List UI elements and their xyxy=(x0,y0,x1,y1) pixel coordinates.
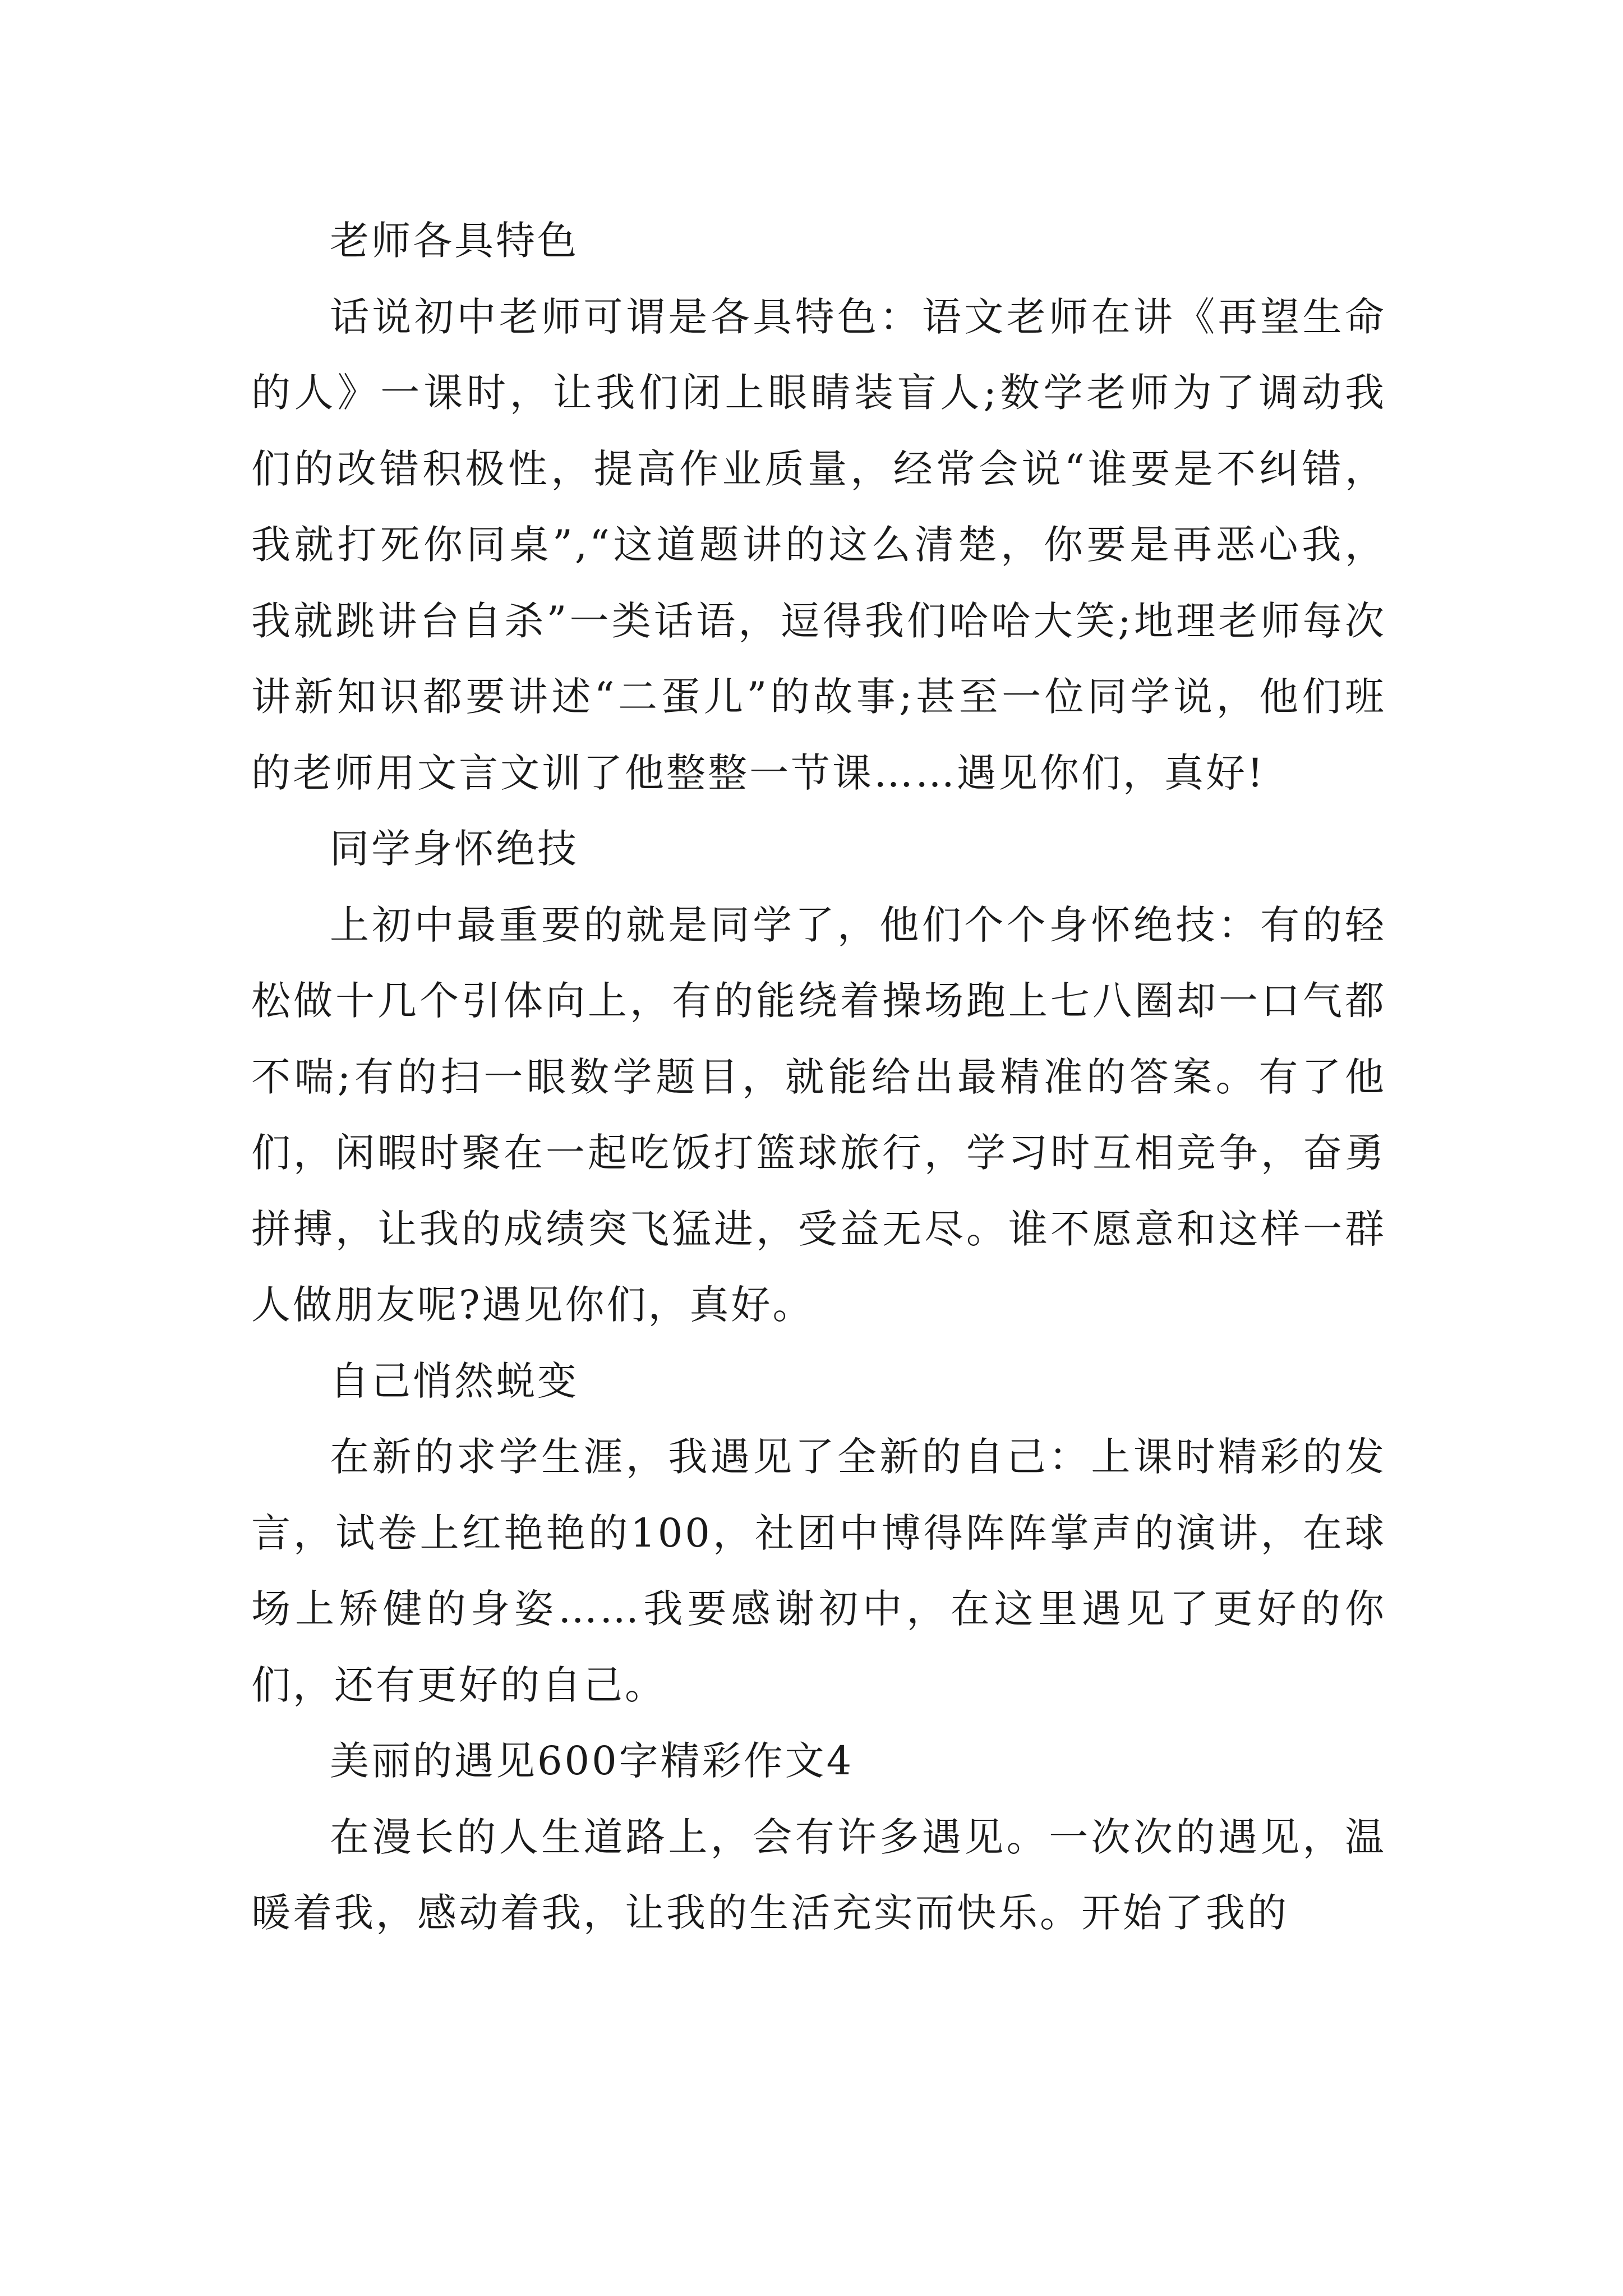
paragraph-essay-intro: 在漫长的人生道路上，会有许多遇见。一次次的遇见，温暖着我，感动着我，让我的生活充实而快乐。开始了我的 xyxy=(251,1814,1386,1936)
section-heading-self: 自己悄然蜕变 xyxy=(330,1358,579,1404)
paragraph-classmates: 上初中最重要的就是同学了，他们个个身怀绝技：有的轻松做十几个引体向上，有的能绕着操场跑上七八圈却一口气都不喘;有的扫一眼数学题目，就能给出最精准的答案。有了他们，闲暇时聚在一起吃饭打篮球旅行，学习时互相竞争，奋勇拼搏，让我的成绩突飞猛进，受益无尽。谁不愿意和这样一群人做朋友呢?遇见你们，真好。 xyxy=(251,901,1386,1328)
document-body xyxy=(251,203,1386,1952)
section-heading-teachers: 老师各具特色 xyxy=(330,218,579,264)
paragraph-teachers: 话说初中老师可谓是各具特色：语文老师在讲《再望生命的人》一课时，让我们闭上眼睛装盲人;数学老师为了调动我们的改错积极性，提高作业质量，经常会说“谁要是不纠错，我就打死你同桌”,“这道题讲的这么清楚，你要是再恶心我，我就跳讲台自杀”一类话语，逗得我们哈哈大笑;地理老师每次讲新知识都要讲述“二蛋儿”的故事;甚至一位同学说，他们班的老师用文言文训了他整整一节课……遇见你们，真好! xyxy=(251,293,1386,796)
section-heading-classmates: 同学身怀绝技 xyxy=(330,826,579,872)
essay-title: 美丽的遇见600字精彩作文4 xyxy=(330,1738,854,1784)
paragraph-self: 在新的求学生涯，我遇见了全新的自己：上课时精彩的发言，试卷上红艳艳的100，社团中博得阵阵掌声的演讲，在球场上矫健的身姿……我要感谢初中，在这里遇见了更好的你们，还有更好的自己。 xyxy=(251,1434,1386,1708)
